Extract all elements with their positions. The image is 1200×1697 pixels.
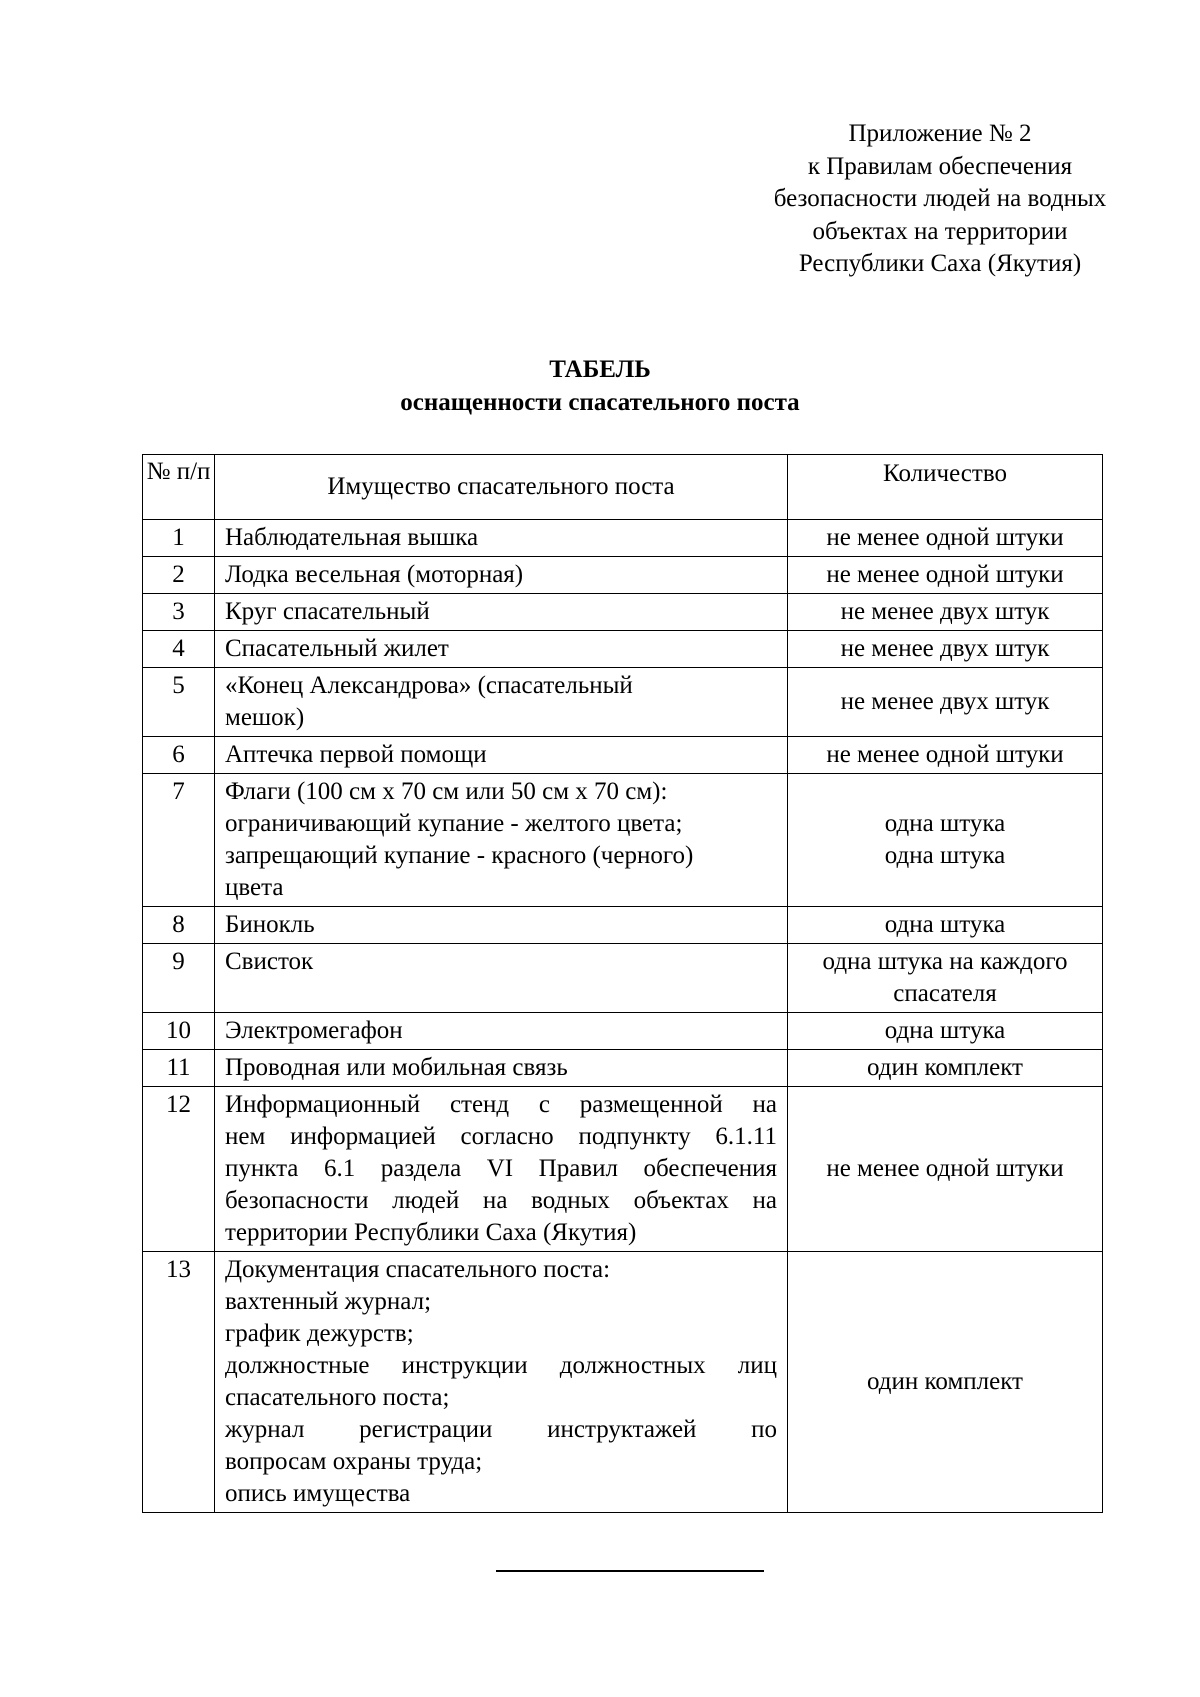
row-property-line: опись имущества xyxy=(225,1480,411,1507)
row-quantity xyxy=(788,774,1103,907)
header-quantity: Количество xyxy=(788,455,1103,520)
row-property-line: «Конец Александрова» (спасательный xyxy=(225,672,633,699)
document-title: ТАБЕЛЬ xyxy=(549,356,651,383)
row-number: 4 xyxy=(143,631,215,668)
row-property xyxy=(215,668,788,737)
row-property-line: безопасности людей на водных объектах на xyxy=(225,1187,777,1214)
table-row xyxy=(143,907,1103,944)
equipment-table xyxy=(142,454,1103,1513)
appendix-line: безопасности людей на водных xyxy=(773,185,1107,212)
row-number: 13 xyxy=(143,1252,215,1513)
row-property: Наблюдательная вышка xyxy=(215,520,788,557)
row-property-line: Документация спасательного поста: xyxy=(225,1256,611,1283)
row-quantity: не менее двух штук xyxy=(788,594,1103,631)
table-row xyxy=(143,1013,1103,1050)
appendix-line: Республики Саха (Якутия) xyxy=(798,250,1082,277)
row-property: Круг спасательный xyxy=(215,594,788,631)
row-property-line: журнал регистрации инструктажей по xyxy=(225,1416,777,1443)
row-number: 3 xyxy=(143,594,215,631)
row-property-line: должностные инструкции должностных лиц xyxy=(225,1352,777,1379)
row-quantity-line: одна штука на каждого xyxy=(822,948,1068,975)
document-subtitle: оснащенности спасательного поста xyxy=(400,389,800,416)
row-property-line: вопросам охраны труда; xyxy=(225,1448,483,1475)
header-property: Имущество спасательного поста xyxy=(215,455,788,520)
row-number: 10 xyxy=(143,1013,215,1050)
row-quantity-line: спасателя xyxy=(893,980,997,1007)
row-property-line: нем информацией согласно подпункту 6.1.11 xyxy=(225,1123,777,1150)
row-quantity: один комплект xyxy=(788,1050,1103,1087)
table-row xyxy=(143,774,1103,907)
row-number: 2 xyxy=(143,557,215,594)
row-number: 6 xyxy=(143,737,215,774)
row-property: Свисток xyxy=(215,944,788,1013)
appendix-line: к Правилам обеспечения xyxy=(807,152,1073,180)
appendix-line: Приложение № 2 xyxy=(848,120,1032,147)
table-row xyxy=(143,1252,1103,1513)
appendix-line: объектах на территории xyxy=(812,217,1068,245)
row-quantity: один комплект xyxy=(788,1252,1103,1513)
row-property xyxy=(215,1087,788,1252)
row-quantity: не менее одной штуки xyxy=(788,520,1103,557)
row-property-line: ограничивающий купание - желтого цвета; xyxy=(225,810,683,837)
row-property: Спасательный жилет xyxy=(215,631,788,668)
table-row xyxy=(143,1087,1103,1252)
appendix-block xyxy=(740,118,1140,281)
table-row xyxy=(143,944,1103,1013)
table-row xyxy=(143,557,1103,594)
row-property: Лодка весельная (моторная) xyxy=(215,557,788,594)
row-property: Аптечка первой помощи xyxy=(215,737,788,774)
row-property-line: запрещающий купание - красного (черного) xyxy=(225,842,694,869)
header-number: № п/п xyxy=(143,455,215,520)
row-property-line: цвета xyxy=(225,874,284,901)
row-property xyxy=(215,774,788,907)
row-quantity-line: одна штука xyxy=(884,842,1006,869)
row-quantity: одна штука xyxy=(788,907,1103,944)
row-quantity: одна штука xyxy=(788,1013,1103,1050)
table-row xyxy=(143,668,1103,737)
table-row xyxy=(143,520,1103,557)
table-row xyxy=(143,594,1103,631)
row-quantity: не менее одной штуки xyxy=(788,557,1103,594)
row-number: 8 xyxy=(143,907,215,944)
row-number: 11 xyxy=(143,1050,215,1087)
row-quantity: не менее одной штуки xyxy=(788,737,1103,774)
row-property-line: мешок) xyxy=(225,704,305,731)
row-property-line: территории Республики Саха (Якутия) xyxy=(225,1219,637,1246)
table-header-row xyxy=(143,455,1103,520)
row-property-line: вахтенный журнал; xyxy=(225,1288,432,1315)
row-property: Бинокль xyxy=(215,907,788,944)
row-quantity: не менее одной штуки xyxy=(788,1087,1103,1252)
row-quantity: не менее двух штук xyxy=(788,631,1103,668)
row-property xyxy=(215,1252,788,1513)
table-row xyxy=(143,737,1103,774)
row-number: 12 xyxy=(143,1087,215,1252)
table-row xyxy=(143,631,1103,668)
row-property-line: пункта 6.1 раздела VI Правил обеспечения xyxy=(225,1155,777,1182)
row-property-line: спасательного поста; xyxy=(225,1384,450,1411)
row-property-line: Флаги (100 см x 70 см или 50 см x 70 см): xyxy=(225,778,668,805)
closing-rule xyxy=(496,1570,764,1572)
row-quantity-line: одна штука xyxy=(884,810,1006,837)
row-quantity: не менее двух штук xyxy=(788,668,1103,737)
table-row xyxy=(143,1050,1103,1087)
row-property-line: график дежурств; xyxy=(225,1320,414,1347)
row-number: 7 xyxy=(143,774,215,907)
row-property: Электромегафон xyxy=(215,1013,788,1050)
row-property: Проводная или мобильная связь xyxy=(215,1050,788,1087)
row-property-line: Информационный стенд с размещенной на xyxy=(225,1091,777,1118)
row-quantity xyxy=(788,944,1103,1013)
row-number: 5 xyxy=(143,668,215,737)
row-number: 1 xyxy=(143,520,215,557)
row-number: 9 xyxy=(143,944,215,1013)
